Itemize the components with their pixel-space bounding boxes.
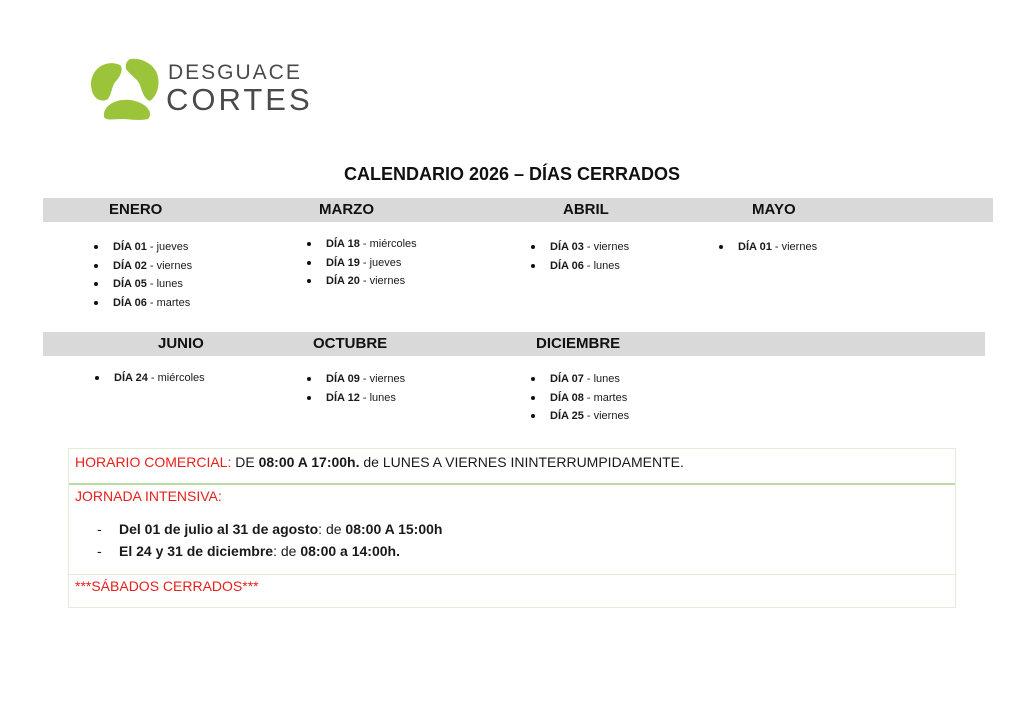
weekday: - viernes bbox=[583, 410, 630, 422]
intensive-period: Del 01 de julio al 31 de agosto bbox=[119, 521, 319, 537]
list-item bbox=[304, 389, 405, 408]
list-item bbox=[91, 275, 192, 294]
octubre-day-list bbox=[304, 370, 405, 407]
list-item bbox=[91, 294, 192, 313]
weekday: - lunes bbox=[359, 391, 396, 404]
list-item bbox=[528, 238, 629, 257]
day-number: DÍA 12 bbox=[326, 391, 360, 404]
intensive-item-summer bbox=[97, 521, 442, 537]
weekday: - viernes bbox=[359, 275, 406, 287]
month-header-band-1 bbox=[43, 198, 993, 222]
page-title: CALENDARIO 2026 – DÍAS CERRADOS bbox=[343, 164, 681, 184]
saturdays-closed-text: ***SÁBADOS CERRADOS*** bbox=[75, 578, 259, 594]
day-number: DÍA 02 bbox=[113, 259, 147, 272]
list-item bbox=[92, 369, 205, 388]
brand-line-1: DESGUACE bbox=[168, 61, 302, 84]
day-number: DÍA 08 bbox=[550, 391, 584, 404]
marzo-day-list bbox=[304, 235, 417, 291]
weekday: - miércoles bbox=[147, 372, 205, 384]
weekday: - jueves bbox=[146, 241, 189, 253]
intensive-mid: : de bbox=[273, 543, 301, 559]
mayo-day-list bbox=[716, 238, 817, 257]
business-hours-label: HORARIO COMERCIAL: bbox=[75, 454, 232, 470]
day-number: DÍA 01 bbox=[738, 241, 772, 253]
day-number: DÍA 24 bbox=[114, 372, 148, 384]
intensive-time: 08:00 a 14:00h. bbox=[300, 543, 400, 559]
junio-day-list bbox=[92, 369, 205, 388]
list-item bbox=[528, 370, 629, 389]
brand-line-2: CORTES bbox=[166, 82, 313, 117]
dash-marker: - bbox=[97, 543, 102, 559]
weekday: - viernes bbox=[771, 241, 818, 253]
list-item bbox=[304, 235, 417, 254]
business-hours-time: 08:00 A 17:00h. bbox=[258, 454, 360, 470]
weekday: - miércoles bbox=[359, 238, 417, 250]
day-number: DÍA 03 bbox=[550, 241, 584, 253]
intensive-schedule-row bbox=[69, 485, 955, 575]
day-number: DÍA 01 bbox=[113, 241, 147, 253]
list-item bbox=[91, 238, 192, 257]
business-hours-post: de LUNES A VIERNES ININTERRUMPIDAMENTE. bbox=[359, 454, 684, 470]
list-item bbox=[304, 272, 417, 291]
list-item bbox=[528, 389, 629, 408]
enero-day-list bbox=[91, 238, 192, 312]
car-shapes-logo-icon bbox=[90, 55, 165, 125]
weekday: - lunes bbox=[146, 278, 183, 290]
company-logo bbox=[90, 55, 320, 125]
weekday: - martes bbox=[146, 296, 191, 309]
list-item bbox=[304, 370, 405, 389]
month-title-marzo: MARZO bbox=[319, 201, 374, 218]
schedule-info-box bbox=[68, 448, 956, 608]
dash-marker: - bbox=[97, 521, 102, 537]
list-item bbox=[528, 257, 629, 276]
month-title-diciembre: DICIEMBRE bbox=[536, 335, 621, 352]
day-number: DÍA 19 bbox=[326, 256, 360, 269]
day-number: DÍA 18 bbox=[326, 238, 360, 250]
list-item bbox=[91, 257, 192, 276]
list-item bbox=[528, 407, 629, 426]
day-number: DÍA 09 bbox=[326, 373, 360, 385]
weekday: - lunes bbox=[583, 259, 620, 272]
list-item bbox=[716, 238, 817, 257]
weekday: - viernes bbox=[583, 241, 630, 253]
day-number: DÍA 05 bbox=[113, 278, 147, 290]
month-title-junio: JUNIO bbox=[158, 335, 204, 352]
month-title-enero: ENERO bbox=[109, 201, 163, 218]
day-number: DÍA 07 bbox=[550, 373, 584, 385]
day-number: DÍA 20 bbox=[326, 275, 360, 287]
diciembre-day-list bbox=[528, 370, 629, 426]
intensive-time: 08:00 A 15:00h bbox=[345, 521, 443, 537]
business-hours-text bbox=[75, 454, 684, 470]
day-number: DÍA 06 bbox=[113, 296, 147, 309]
business-hours-row bbox=[69, 449, 955, 485]
intensive-schedule-label: JORNADA INTENSIVA: bbox=[75, 488, 222, 504]
day-number: DÍA 25 bbox=[550, 410, 584, 422]
saturdays-row bbox=[69, 575, 955, 609]
weekday: - viernes bbox=[359, 373, 406, 385]
month-title-mayo: MAYO bbox=[752, 201, 796, 218]
month-title-octubre: OCTUBRE bbox=[313, 335, 388, 352]
weekday: - lunes bbox=[583, 373, 620, 385]
intensive-mid: : de bbox=[318, 521, 346, 537]
intensive-period: El 24 y 31 de diciembre bbox=[119, 543, 274, 559]
abril-day-list bbox=[528, 238, 629, 275]
weekday: - jueves bbox=[359, 256, 402, 269]
month-title-abril: ABRIL bbox=[563, 201, 609, 218]
day-number: DÍA 06 bbox=[550, 259, 584, 272]
weekday: - viernes bbox=[146, 259, 193, 272]
list-item bbox=[304, 254, 417, 273]
business-hours-pre: DE bbox=[231, 454, 259, 470]
intensive-item-december bbox=[97, 543, 400, 559]
weekday: - martes bbox=[583, 391, 628, 404]
